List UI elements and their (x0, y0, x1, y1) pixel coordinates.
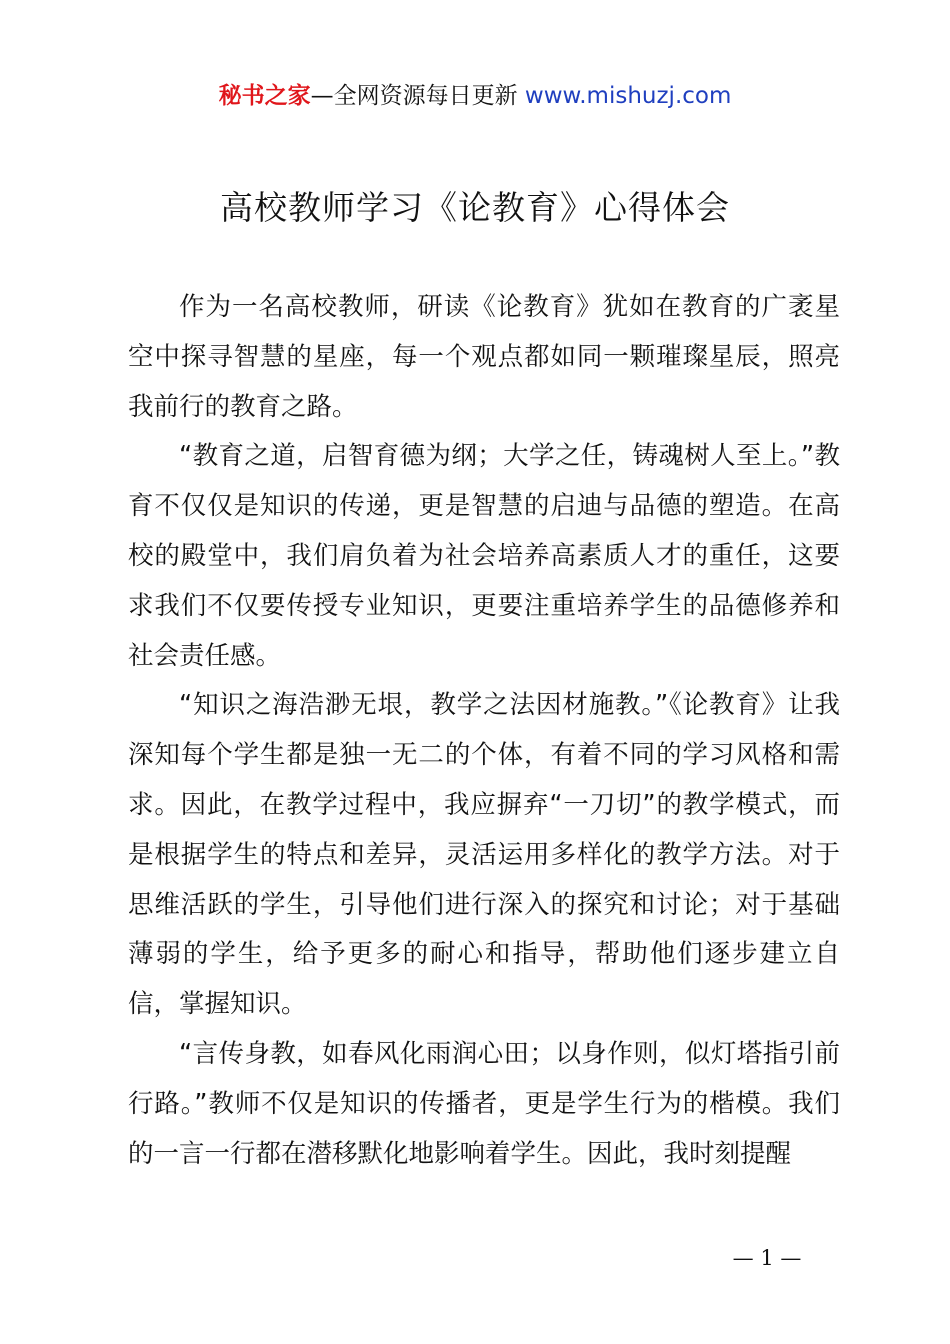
paragraph-1: 作为一名高校教师，研读《论教育》犹如在教育的广袤星空中探寻智慧的星座，每一个观点都如同一颗璀璨星辰，照亮我前行的教育之路。 (128, 292, 840, 422)
document-title: 高校教师学习《论教育》心得体会 (220, 188, 730, 227)
page-number: — 1 — (732, 1246, 802, 1270)
brand-name: 秘书之家 (218, 83, 311, 109)
paragraph-2: “教育之道，启智育德为纲；大学之任，铸魂树人至上。”教育不仅仅是知识的传递，更是智慧的启迪与品德的塑造。在高校的殿堂中，我们肩负着为社会培养高素质人才的重任，这要求我们不仅要传授专业知识，更要注重培养学生的品德修养和社会责任感。 (128, 441, 840, 671)
paragraph-3: “知识之海浩渺无垠，教学之法因材施教。”《论教育》让我深知每个学生都是独一无二的个体，有着不同的学习风格和需求。因此，在教学过程中，我应摒弃“一刀切”的教学模式，而是根据学生的特点和差异，灵活运用多样化的教学方法。对于思维活跃的学生，引导他们进行深入的探究和讨论；对于基础薄弱的学生，给予更多的耐心和指导，帮助他们逐步建立自信，掌握知识。 (128, 690, 840, 1020)
header-tagline: —全网资源每日更新 (310, 83, 525, 109)
paragraph-4: “言传身教，如春风化雨润心田；以身作则，似灯塔指引前行路。”教师不仅是知识的传播者，更是学生行为的楷模。我们的一言一行都在潜移默化地影响着学生。因此，我时刻提醒 (128, 1038, 840, 1169)
site-url-link[interactable]: www.mishuzj.com (524, 83, 732, 109)
document-body (128, 283, 840, 1179)
site-header (0, 80, 950, 112)
